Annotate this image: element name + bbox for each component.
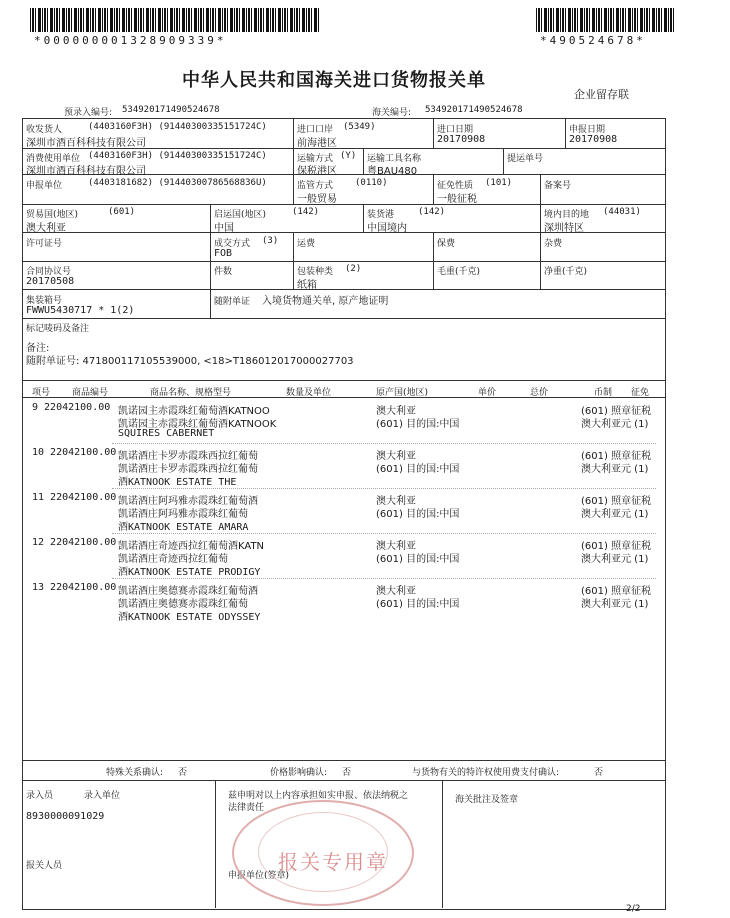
goods-currency-levy: (601) 照章征税 <box>581 541 652 552</box>
goods-currency-levy: (601) 照章征税 <box>581 586 652 597</box>
container-label: 集装箱号 <box>26 296 63 306</box>
license-label: 许可证号 <box>26 239 63 249</box>
entry-unit-label: 录入单位 <box>84 791 121 801</box>
goods-name-line2: 凯诺园主赤霞珠红葡萄酒KATNOOK <box>118 419 277 430</box>
goods-currency: 澳大利亚元 (1) <box>581 599 649 610</box>
declarant-label: 申报单位 <box>26 181 63 191</box>
col-total: 总价 <box>530 388 549 398</box>
supervision-code: (0110) <box>355 178 388 188</box>
transport-mode-label: 运输方式 <box>297 154 334 164</box>
transport-mode: 保税港区 <box>297 166 337 177</box>
marks-label: 标记唛码及备注 <box>26 324 90 334</box>
consignee-label: 收发货人 <box>26 125 63 135</box>
trade-country-code: (601) <box>108 207 136 217</box>
form-title: 中华人民共和国海关进口货物报关单 <box>182 70 486 91</box>
royalty-value: 否 <box>594 768 604 778</box>
contract: 20170508 <box>26 276 75 287</box>
goods-code: 10 22042100.00 <box>32 447 117 458</box>
consumer-name: 深圳市酒百科科技有限公司 <box>26 166 146 177</box>
package-label: 包装种类 <box>297 267 334 277</box>
consumer-code: (4403160F3H) (91440300335151724C) <box>88 151 267 161</box>
goods-currency: 澳大利亚元 (1) <box>581 464 649 475</box>
goods-code: 9 22042100.00 <box>32 402 111 413</box>
goods-origin: 澳大利亚 <box>376 496 416 507</box>
entry-port-label: 进口口岸 <box>297 125 334 135</box>
origin-country-label: 启运国(地区) <box>214 210 267 220</box>
declaration-line2: 法律责任 <box>228 803 265 813</box>
col-origin: 原产国(地区) <box>376 388 429 398</box>
insurance-label: 保费 <box>437 239 456 249</box>
goods-origin: 澳大利亚 <box>376 406 416 417</box>
barcode-left-text: *000000001328909339* <box>34 34 227 47</box>
col-name: 商品名称、规格型号 <box>150 388 232 398</box>
supervision: 一般贸易 <box>297 194 337 205</box>
docs-label: 随附单证 <box>214 297 251 307</box>
goods-dest: (601) 目的国:中国 <box>376 509 460 520</box>
preentry-label: 预录入编号: <box>64 108 113 118</box>
goods-name-line2: 凯诺酒庄卡罗赤霞珠西拉红葡萄 <box>118 464 258 475</box>
levy: 一般征税 <box>437 194 477 205</box>
preentry-no: 534920171490524678 <box>122 105 220 115</box>
trade-country: 澳大利亚 <box>26 223 66 234</box>
docs: 入境货物通关单, 原产地证明 <box>262 296 389 307</box>
pieces-label: 件数 <box>214 267 233 277</box>
special-relation-label: 特殊关系确认: <box>106 768 164 778</box>
net-label: 净重(千克) <box>544 267 588 277</box>
goods-name-line3: 酒KATNOOK ESTATE ODYSSEY <box>118 612 261 623</box>
dest-code: (44031) <box>603 207 641 217</box>
goods-currency: 澳大利亚元 (1) <box>581 419 649 430</box>
goods-currency: 澳大利亚元 (1) <box>581 509 649 520</box>
customs-approval-label: 海关批注及签章 <box>455 795 519 805</box>
trade-country-label: 贸易国(地区) <box>26 210 79 220</box>
goods-name-line3: 酒KATNOOK ESTATE THE <box>118 477 237 488</box>
goods-currency-levy: (601) 照章征税 <box>581 406 652 417</box>
declare-date-label: 申报日期 <box>569 125 606 135</box>
entry-port-code: (5349) <box>343 122 376 132</box>
broker-label: 报关人员 <box>26 861 63 871</box>
goods-currency-levy: (601) 照章征税 <box>581 496 652 507</box>
goods-dest: (601) 目的国:中国 <box>376 419 460 430</box>
goods-name-line1: 凯诺酒庄卡罗赤霞珠西拉红葡萄 <box>118 451 258 462</box>
col-no: 项号 <box>32 388 51 398</box>
col-levy: 征免 <box>631 388 650 398</box>
package: 纸箱 <box>297 280 317 291</box>
transport-tool: 粤BAU480 <box>367 166 418 177</box>
deal-mode-label: 成交方式 <box>214 239 251 249</box>
bill-label: 提运单号 <box>507 154 544 164</box>
dest: 深圳特区 <box>544 223 584 234</box>
goods-code: 13 22042100.00 <box>32 582 117 593</box>
transport-mode-code: (Y) <box>340 151 357 161</box>
goods-dest: (601) 目的国:中国 <box>376 554 460 565</box>
consignee-name: 深圳市酒百科科技有限公司 <box>26 138 146 149</box>
levy-label: 征免性质 <box>437 181 474 191</box>
container: FWWU5430717 * 1(2) <box>26 305 135 316</box>
special-relation-value: 否 <box>178 768 188 778</box>
contract-label: 合同协议号 <box>26 267 72 277</box>
package-code: (2) <box>345 264 362 274</box>
origin-country-code: (142) <box>292 207 320 217</box>
load-port-label: 装货港 <box>367 210 395 220</box>
barcode-left <box>30 8 320 32</box>
deal-mode-code: (3) <box>262 236 279 246</box>
barcode-right <box>536 8 676 32</box>
stamp-text: 报关专用章 <box>278 850 388 874</box>
page-number: 2/2 <box>626 904 641 914</box>
goods-name-line1: 凯诺园主赤霞珠红葡萄酒KATNOO <box>118 406 270 417</box>
goods-name-line3: SQUIRES CABERNET <box>118 428 215 439</box>
entry-person-label: 录入员 <box>26 791 54 801</box>
consignee-code: (4403160F3H) (91440300335151724C) <box>88 122 267 132</box>
transport-tool-label: 运输工具名称 <box>367 154 422 164</box>
freight-label: 运费 <box>297 239 316 249</box>
goods-code: 11 22042100.00 <box>32 492 117 503</box>
goods-currency-levy: (601) 照章征税 <box>581 451 652 462</box>
dest-label: 境内目的地 <box>544 210 590 220</box>
goods-name-line1: 凯诺酒庄奇迹西拉红葡萄酒KATN <box>118 541 265 552</box>
supervision-label: 监管方式 <box>297 181 334 191</box>
declare-date: 20170908 <box>569 134 618 145</box>
col-price: 单价 <box>478 388 497 398</box>
goods-name-line1: 凯诺酒庄阿玛雅赤霞珠红葡萄酒 <box>118 496 258 507</box>
load-port: 中国境内 <box>367 223 407 234</box>
goods-code: 12 22042100.00 <box>32 537 117 548</box>
goods-name-line2: 凯诺酒庄奥德赛赤霞珠红葡萄 <box>118 599 248 610</box>
price-impact-value: 否 <box>342 768 352 778</box>
declaration-line1: 兹申明对以上内容承担如实申报、依法纳税之 <box>228 791 409 801</box>
remarks-label: 备注: <box>26 343 50 354</box>
copy-label: 企业留存联 <box>574 88 629 101</box>
declarant-code: (4403181682) (91440300786568836U) <box>88 178 267 188</box>
load-port-code: (142) <box>418 207 446 217</box>
entry-no: 8930000091029 <box>26 811 105 822</box>
goods-origin: 澳大利亚 <box>376 451 416 462</box>
import-date: 20170908 <box>437 134 486 145</box>
goods-name-line1: 凯诺酒庄奥德赛赤霞珠红葡萄酒 <box>118 586 258 597</box>
goods-origin: 澳大利亚 <box>376 586 416 597</box>
col-currency: 币制 <box>594 388 613 398</box>
misc-label: 杂费 <box>544 239 563 249</box>
gross-label: 毛重(千克) <box>437 267 481 277</box>
record-label: 备案号 <box>544 181 572 191</box>
col-qty: 数量及单位 <box>286 388 332 398</box>
remarks: 随附单证号: 471800117105539000, <18>T186012017000027703 <box>26 356 354 367</box>
goods-dest: (601) 目的国:中国 <box>376 464 460 475</box>
declarant-sign-label: 申报单位(签章) <box>228 871 290 881</box>
deal-mode: FOB <box>214 248 233 259</box>
goods-currency: 澳大利亚元 (1) <box>581 554 649 565</box>
goods-dest: (601) 目的国:中国 <box>376 599 460 610</box>
goods-origin: 澳大利亚 <box>376 541 416 552</box>
goods-name-line2: 凯诺酒庄奇迹西拉红葡萄 <box>118 554 228 565</box>
import-date-label: 进口日期 <box>437 125 474 135</box>
goods-name-line2: 凯诺酒庄阿玛雅赤霞珠红葡萄 <box>118 509 248 520</box>
levy-code: (101) <box>485 178 513 188</box>
goods-name-line3: 酒KATNOOK ESTATE PRODIGY <box>118 567 261 578</box>
barcode-right-text: *490524678* <box>540 34 646 47</box>
consumer-label: 消费使用单位 <box>26 154 81 164</box>
customs-no-label: 海关编号: <box>372 108 412 118</box>
goods-name-line3: 酒KATNOOK ESTATE AMARA <box>118 522 249 533</box>
col-code: 商品编号 <box>72 388 109 398</box>
price-impact-label: 价格影响确认: <box>270 768 328 778</box>
entry-port: 前海港区 <box>297 138 337 149</box>
customs-no: 534920171490524678 <box>425 105 523 115</box>
origin-country: 中国 <box>214 223 234 234</box>
royalty-label: 与货物有关的特许权使用费支付确认: <box>412 768 560 778</box>
